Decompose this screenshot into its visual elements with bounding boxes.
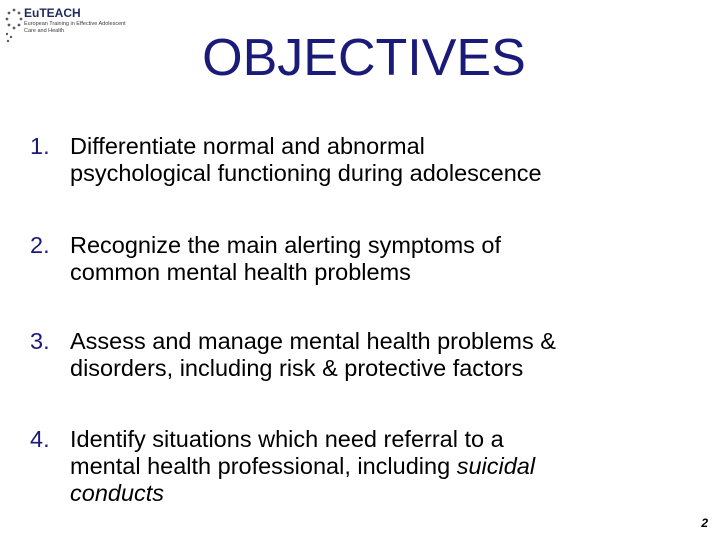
objective-number: 2.: [30, 232, 50, 258]
logo-subtitle-line: Care and Health: [24, 28, 65, 34]
objective-text: [70, 133, 680, 187]
slide-title: OBJECTIVES: [202, 29, 526, 87]
objective-line: disorders, including risk & protective factors: [70, 355, 524, 381]
logo-name: EuTEACH: [24, 6, 81, 20]
objective-line: psychological functioning during adolescence: [70, 160, 542, 186]
objective-text: [70, 232, 680, 286]
objective-line: common mental health problems: [70, 259, 411, 285]
objective-emphasis: conducts: [70, 480, 165, 506]
objective-number: 4.: [30, 426, 50, 452]
objective-emphasis: suicidal: [456, 453, 536, 479]
objective-line: Differentiate normal and abnormal: [70, 133, 425, 159]
objective-text: [70, 328, 680, 382]
slide-number: 2: [701, 516, 708, 530]
objective-text: [70, 426, 680, 507]
logo-subtitle-line: European Training in Effective Adolescent: [24, 21, 126, 27]
objective-line: Identify situations which need referral to a: [70, 426, 504, 452]
objective-line: Recognize the main alerting symptoms of: [70, 232, 502, 258]
objective-line: Assess and manage mental health problems &: [70, 328, 556, 354]
objective-number: 3.: [30, 328, 50, 354]
objective-number: 1.: [30, 133, 50, 159]
objective-line: mental health professional, including: [70, 453, 457, 479]
